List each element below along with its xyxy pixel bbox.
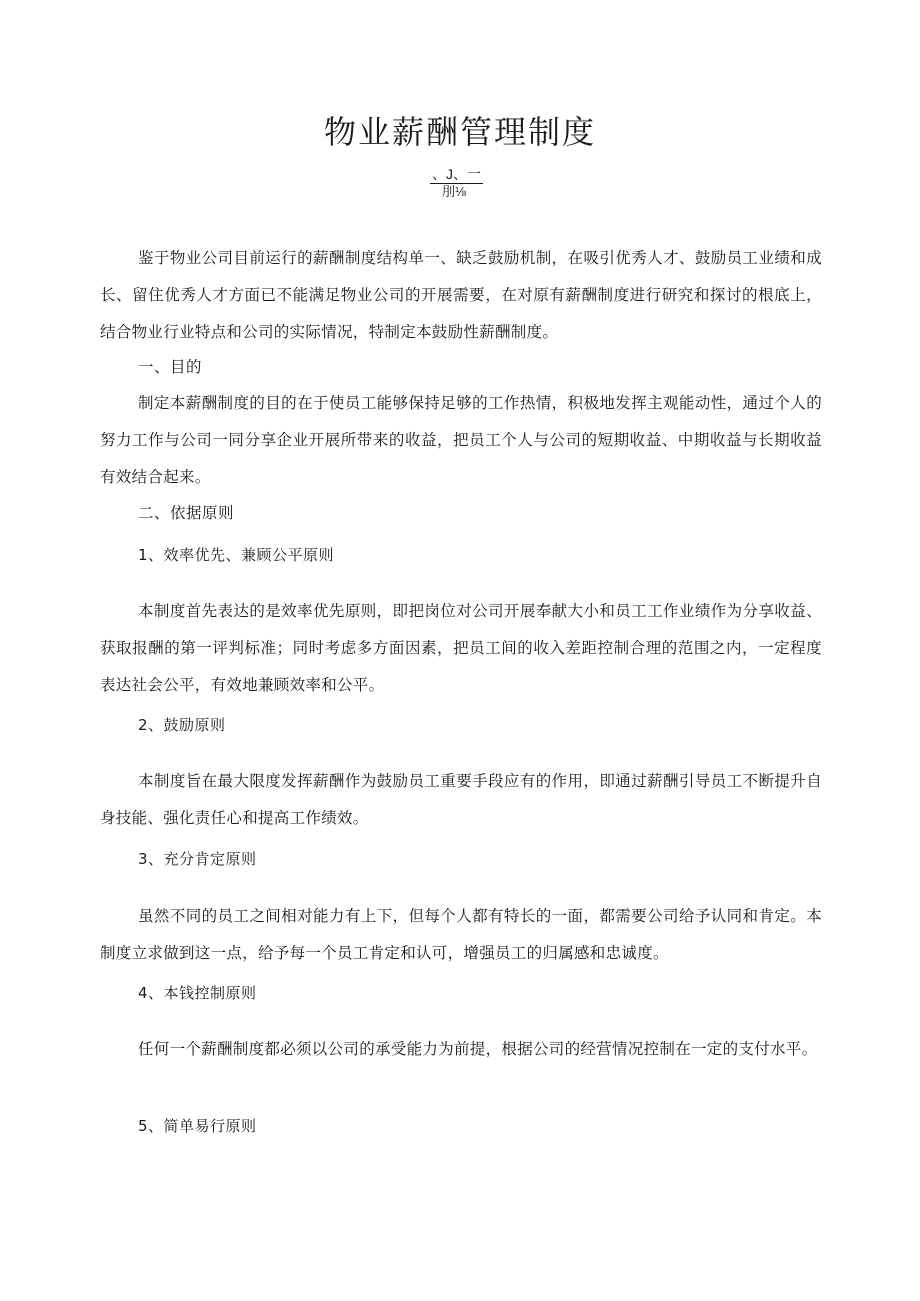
principle-heading-incentive: 2、鼓励原则 <box>138 716 226 734</box>
title-mark-bottom: 刖⅛ <box>442 184 466 199</box>
section-heading-principles: 二、依据原则 <box>138 504 235 522</box>
principle-heading-efficiency: 1、效率优先、兼顾公平原则 <box>138 546 335 564</box>
principle-heading-affirmation: 3、充分肯定原则 <box>138 850 257 868</box>
principle-body-cost-control: 任何一个薪酬制度都必须以公司的承受能力为前提，根据公司的经营情况控制在一定的支付水平。 <box>138 1040 818 1058</box>
principle-body-efficiency: 本制度首先表达的是效率优先原则，即把岗位对公司开展奉献大小和员工工作业绩作为分享收益、获取报酬的第一评判标准；同时考虑多方面因素，把员工间的收入差距控制合理的范围之内，一定程度表达社会公平，有效地兼顾效率和公平。 <box>100 602 822 694</box>
principle-heading-simplicity: 5、简单易行原则 <box>138 1117 257 1135</box>
purpose-paragraph: 制定本薪酬制度的目的在于使员工能够保持足够的工作热情，积极地发挥主观能动性，通过个人的努力工作与公司一同分享企业开展所带来的收益，把员工个人与公司的短期收益、中期收益与长期收益有效结合起来。 <box>100 394 822 486</box>
principle-body-incentive: 本制度旨在最大限度发挥薪酬作为鼓励员工重要手段应有的作用，即通过薪酬引导员工不断提升自身技能、强化责任心和提高工作绩效。 <box>100 772 822 827</box>
principle-heading-cost-control: 4、本钱控制原则 <box>138 984 257 1002</box>
section-heading-purpose: 一、目的 <box>138 358 203 376</box>
principle-body-affirmation: 虽然不同的员工之间相对能力有上下，但每个人都有特长的一面，都需要公司给予认同和肯定。本制度立求做到这一点，给予每一个员工肯定和认可，增强员工的归属感和忠诚度。 <box>100 907 822 962</box>
intro-paragraph: 鉴于物业公司目前运行的薪酬制度结构单一、缺乏鼓励机制，在吸引优秀人才、鼓励员工业绩和成长、留住优秀人才方面已不能满足物业公司的开展需要，在对原有薪酬制度进行研究和探讨的根底上，结合物业行业特点和公司的实际情况，特制定本鼓励性薪酬制度。 <box>100 249 822 341</box>
page-title: 物业薪酬管理制度 <box>323 113 596 151</box>
title-mark-top: 、J、一 <box>432 166 481 182</box>
